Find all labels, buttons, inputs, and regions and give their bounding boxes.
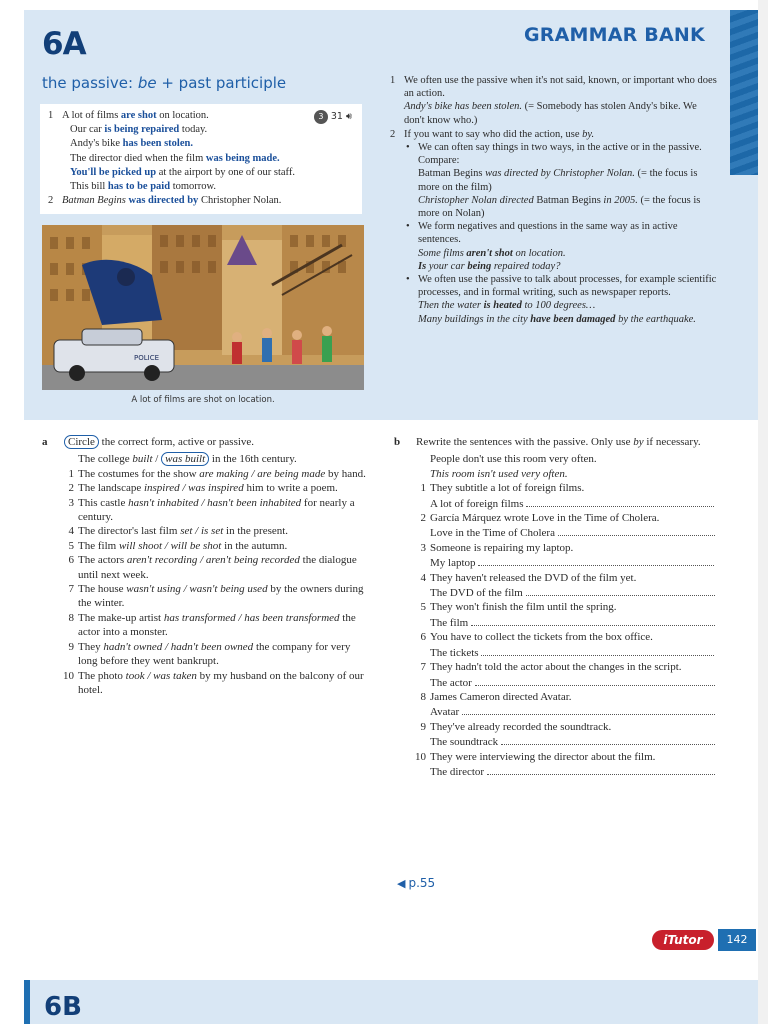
answer-blank[interactable] [475, 675, 715, 686]
example-line-7 [48, 194, 354, 208]
answer-start: The director [430, 765, 485, 778]
item-options[interactable]: set / is set [180, 525, 224, 538]
example-part: to 100 degrees… [521, 300, 596, 312]
bullet-text: • We form negatives and questions in the same way as in active sentences. [418, 221, 678, 246]
example-line-4 [48, 152, 354, 166]
item-number: 1 [68, 467, 74, 480]
example-highlight: was directed by [125, 195, 199, 207]
example-bold: Is [418, 260, 427, 272]
question-text: They subtitle a lot of foreign films. [430, 482, 585, 495]
example-line-5 [48, 166, 354, 180]
rule-number: 1 [390, 75, 396, 86]
exercise-b-question [394, 720, 724, 734]
item-text: in the autumn. [221, 539, 288, 552]
item-number: 10 [63, 669, 74, 682]
instruction-text: if necessary. [643, 436, 701, 448]
section-title-be: be [137, 74, 157, 92]
example-text: The college [78, 453, 133, 466]
exercise-b [394, 435, 724, 779]
example-part-italic: in 2005. [600, 194, 638, 206]
item-text: The director's last film [78, 525, 181, 538]
answer-start: My laptop [430, 557, 476, 570]
item-options[interactable]: took / was taken [125, 669, 197, 682]
item-number: 9 [420, 720, 426, 733]
example-part: by the earthquake. [615, 313, 696, 325]
item-text: the actor into a monster. [78, 611, 356, 639]
rule-bullet-3 [404, 273, 718, 326]
exercise-a-items [42, 467, 372, 698]
item-text: The costumes for the show [78, 467, 200, 480]
exercise-b-answer-line [394, 764, 724, 779]
item-number: 7 [68, 583, 74, 596]
example-part: Some films [418, 247, 467, 259]
question-text: They won't finish the film until the spring. [430, 601, 617, 614]
example-line-6 [48, 180, 354, 194]
example-highlight: is being repaired [104, 124, 180, 136]
speaker-icon: 🔊︎ [346, 111, 352, 122]
option-separator: / [152, 453, 162, 466]
exercise-b-example-answer: This room isn't used very often. [430, 467, 568, 480]
question-text: They've already recorded the soundtrack. [430, 720, 612, 733]
item-text: The photo [78, 669, 126, 682]
unit-code: 6A [42, 26, 86, 62]
answer-blank[interactable] [478, 555, 714, 566]
exercise-b-question [394, 690, 724, 704]
page-edge-shadow [758, 0, 768, 1024]
exercise-a-item [42, 524, 372, 538]
item-text: The landscape [78, 482, 144, 495]
example-number: 2 [48, 195, 54, 207]
item-options[interactable]: has transformed / has been transformed [163, 611, 340, 624]
example-part: on location. [512, 247, 566, 259]
example-text: A lot of films [62, 110, 121, 121]
item-text: The actors [78, 554, 127, 567]
example-bold: aren't shot [466, 247, 513, 259]
item-number: 4 [68, 525, 74, 538]
item-number: 6 [420, 631, 426, 644]
item-text: the company for very long before they went bankrupt. [78, 640, 351, 668]
example-bold: is heated [483, 300, 522, 312]
item-options[interactable]: are making / are being made [199, 467, 326, 480]
answer-start: A lot of foreign films [430, 497, 524, 510]
item-number: 6 [68, 554, 74, 567]
item-text: This castle [78, 496, 129, 509]
section-title [42, 74, 286, 92]
example-text: Our car [70, 124, 105, 136]
exercise-a-item [42, 496, 372, 525]
grammar-bank-page [24, 10, 758, 1024]
item-text: the dialogue until next week. [78, 554, 357, 581]
exercise-b-question [394, 660, 724, 674]
example-part: Batman Begins [533, 194, 601, 206]
bullet-text: • We often use the passive to talk about processes, for example scientific processes, and in formal writing, such as newspaper reports. [418, 274, 717, 299]
example-highlight: are shot [120, 110, 157, 121]
audio-disc-number: 3 [314, 110, 328, 124]
page-number: 142 [718, 929, 756, 951]
item-number: 1 [420, 482, 426, 495]
exercise-b-answer-line [394, 615, 724, 630]
instruction-text: the correct form, active or passive. [98, 436, 255, 448]
exercise-b-answer-line [394, 496, 724, 511]
audio-track-number: 31 [330, 111, 343, 122]
answer-start: The soundtrack [430, 736, 499, 749]
example-highlight: was being made. [205, 152, 280, 164]
rule-text: We often use the passive when it's not said, known, or important who does an action. [404, 75, 717, 100]
exercise-a-example [42, 452, 372, 466]
bullet-example [418, 260, 718, 273]
item-text: by my husband on the balcony of our hotel. [78, 669, 364, 696]
example-bold: have been damaged [530, 313, 616, 325]
grammar-bank-title: GRAMMAR BANK [524, 24, 705, 46]
film-set-illustration [42, 225, 364, 390]
exercise-letter: b [394, 436, 401, 448]
item-number: 2 [420, 512, 426, 525]
left-triangle-icon: ◀ [397, 877, 406, 890]
example-highlight: has been stolen. [122, 138, 193, 150]
example-part: Batman Begins [418, 168, 483, 180]
item-text: The house [78, 583, 127, 596]
exercise-b-instruction [394, 435, 724, 449]
item-number: 9 [68, 640, 74, 653]
example-line-2 [48, 123, 354, 137]
example-text: tomorrow. [170, 181, 217, 193]
example-note: (= the focus is more on the film) [418, 168, 698, 193]
exercise-b-example-question: People don't use this room very often. [430, 453, 597, 466]
exercise-a-item [42, 539, 372, 553]
example-note: (= the focus is more on Nolan) [418, 194, 701, 220]
example-number: 1 [48, 110, 54, 121]
instruction-text: Rewrite the sentences with the passive. Only use [416, 436, 634, 448]
example-text: This bill [70, 181, 108, 193]
example-highlight: You'll be picked up [70, 166, 157, 178]
page-reference-link[interactable] [397, 876, 435, 890]
example-title-italic: Batman Begins [62, 195, 126, 207]
instruction-italic: by [633, 436, 644, 448]
answer-blank[interactable] [526, 585, 715, 596]
exercise-b-question [394, 571, 724, 585]
exercise-a-item [42, 467, 372, 481]
section-title-prefix: the passive: [42, 74, 138, 92]
illustration-caption: A lot of films are shot on location. [131, 395, 275, 405]
bullet-example [418, 194, 718, 220]
bullet-text: • We can often say things in two ways, in the active or in the passive. Compare: [418, 142, 702, 167]
exercise-b-answer-line [394, 675, 724, 690]
example-sentences-box [40, 104, 362, 214]
example-text: today. [179, 124, 208, 136]
exercise-b-answer-line [394, 704, 724, 719]
side-color-stripe [730, 10, 758, 175]
item-text: They [78, 640, 104, 653]
exercise-a-item [42, 611, 372, 640]
exercise-a-item [42, 481, 372, 495]
answer-start: The tickets [430, 646, 479, 659]
next-unit-strip [24, 980, 758, 1024]
exercise-b-question [394, 750, 724, 764]
example-part: your car [426, 260, 468, 272]
question-text: García Márquez wrote Love in the Time of Cholera. [430, 512, 660, 525]
example-part-italic: was directed by Christopher Nolan. [482, 168, 635, 180]
answer-start: The film [430, 616, 469, 629]
exercise-b-items [394, 481, 724, 779]
rule-number: 2 [390, 128, 396, 140]
example-part: Then the water [418, 300, 484, 312]
rule-example-note: (= Somebody has stolen Andy's bike. We don't know who.) [404, 101, 697, 126]
example-part: Many buildings in the city [418, 313, 531, 325]
item-text: in the present. [223, 525, 289, 538]
example-bold: being [467, 260, 492, 272]
exercise-b-answer-line [394, 734, 724, 749]
item-number: 8 [68, 611, 74, 624]
example-line-1 [48, 109, 354, 123]
item-text: for nearly a century. [78, 496, 355, 524]
exercise-a-item [42, 582, 372, 611]
exercise-a-item [42, 553, 372, 582]
rule-example-italic: Andy's bike has been stolen. [404, 101, 523, 113]
exercise-a-instruction [42, 435, 372, 449]
rule-bullet-1 [404, 141, 718, 220]
circle-word: Circle [64, 435, 99, 449]
answer-start: Avatar [430, 706, 460, 719]
rule-example [404, 100, 718, 126]
item-number: 3 [68, 496, 74, 509]
bullet-example [418, 167, 718, 193]
exercise-a-item [42, 640, 372, 669]
example-part: repaired today? [491, 260, 561, 272]
example-part-italic: Christopher Nolan directed [418, 194, 534, 206]
exercise-b-question [394, 630, 724, 644]
item-number: 4 [420, 571, 426, 584]
rule-text [404, 128, 718, 141]
item-number: 7 [420, 661, 426, 674]
item-options[interactable]: inspired / was inspired [143, 482, 244, 495]
answer-blank[interactable] [462, 704, 715, 715]
question-text: You have to collect the tickets from the box office. [430, 631, 653, 644]
answer-blank[interactable] [471, 615, 715, 626]
exercise-b-answer-line [394, 525, 724, 540]
grammar-rules [388, 74, 718, 327]
bullet-example [418, 299, 718, 312]
example-text: at the airport by one of our staff. [156, 166, 295, 178]
answer-start: The actor [430, 676, 472, 689]
item-options[interactable]: aren't recording / aren't being recorded [126, 554, 300, 567]
audio-track-badge[interactable] [314, 110, 352, 124]
example-line-3 [48, 137, 354, 151]
question-text: Someone is repairing my laptop. [430, 541, 574, 554]
question-text: James Cameron directed Avatar. [430, 690, 572, 703]
rule-text-part: If you want to say who did the action, use [404, 128, 583, 140]
exercise-b-answer-line [394, 555, 724, 570]
item-number: 5 [420, 601, 426, 614]
exercise-b-answer-line [394, 585, 724, 600]
exercise-a-item [42, 669, 372, 698]
question-text: They were interviewing the director about the film. [430, 750, 656, 763]
item-number: 8 [420, 690, 426, 703]
item-text: by the owners during the winter. [78, 583, 364, 610]
bullet-example [418, 313, 718, 326]
item-options[interactable]: wasn't using / wasn't being used [126, 583, 268, 596]
answer-start: Love in the Time of Cholera [430, 527, 555, 540]
item-text: The film [78, 539, 119, 552]
example-text: on location. [156, 110, 209, 121]
exercise-b-question [394, 600, 724, 614]
item-number: 10 [415, 750, 426, 763]
exercise-b-question [394, 511, 724, 525]
example-highlight: has to be paid [107, 181, 171, 193]
answer-blank[interactable] [526, 496, 714, 507]
exercise-b-question [394, 541, 724, 555]
item-number: 3 [420, 541, 426, 554]
exercise-b-question [394, 481, 724, 495]
item-text: by hand. [325, 467, 366, 480]
option-2-circled[interactable]: was built [161, 452, 209, 466]
answer-blank[interactable] [487, 764, 715, 775]
exercise-b-answer-line [394, 645, 724, 660]
exercise-letter: a [42, 436, 48, 448]
rule-text-italic: by. [582, 128, 595, 140]
exercise-a [42, 435, 372, 697]
example-text: Andy's bike [70, 138, 123, 150]
item-options[interactable]: will shoot / will be shot [118, 539, 222, 552]
police-car-label: POLICE [134, 354, 160, 362]
rule-2 [388, 128, 718, 326]
bullet-example [418, 247, 718, 260]
rule-bullet-2 [404, 220, 718, 273]
item-text: him to write a poem. [243, 482, 338, 495]
item-text: The make-up artist [78, 611, 164, 624]
city-street-scene [42, 225, 364, 390]
answer-blank[interactable] [481, 645, 714, 656]
section-title-suffix: + past participle [156, 74, 287, 92]
option-1[interactable]: built [132, 453, 153, 466]
item-number: 5 [68, 539, 74, 552]
page-reference: p.55 [408, 876, 436, 890]
next-unit-code: 6B [44, 992, 82, 1022]
item-options[interactable]: hadn't owned / hadn't been owned [103, 640, 254, 653]
example-text: in the 16th century. [209, 453, 297, 466]
rule-1 [388, 74, 718, 127]
answer-blank[interactable] [558, 525, 715, 536]
item-options[interactable]: hasn't inhabited / hasn't been inhabited [128, 496, 302, 509]
item-number: 2 [68, 482, 74, 495]
example-text: The director died when the film [70, 152, 206, 164]
question-text: They haven't released the DVD of the film yet. [430, 571, 637, 584]
itutor-logo[interactable]: iTutor [652, 930, 714, 950]
example-text: Christopher Nolan. [198, 195, 282, 207]
answer-start: The DVD of the film [430, 587, 523, 600]
question-text: They hadn't told the actor about the changes in the script. [430, 661, 682, 674]
answer-blank[interactable] [501, 734, 715, 745]
